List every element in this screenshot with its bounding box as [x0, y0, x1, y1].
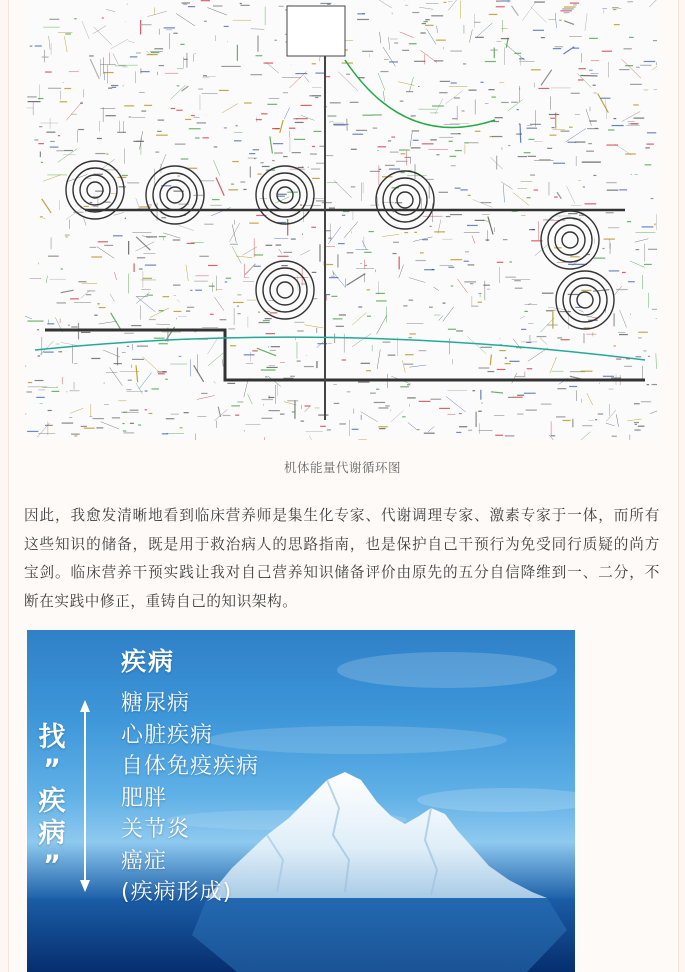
find-char: 病 [38, 818, 66, 849]
disease-item: 关节炎 [121, 817, 191, 842]
quote-mark: ” [43, 850, 61, 881]
find-char: 找 [38, 722, 66, 753]
find-char: 疾 [38, 786, 66, 817]
disease-item: 癌症 [121, 848, 168, 874]
disease-item: 心脏疾病 [121, 722, 214, 748]
iceberg-image [27, 630, 575, 972]
disease-heading: 疾病 [121, 647, 176, 676]
find-disease-label [35, 722, 69, 882]
disease-item: 糖尿病 [121, 691, 191, 716]
quote-mark: ” [43, 754, 61, 785]
disease-list [121, 688, 259, 909]
article-paragraph: 因此，我愈发清晰地看到临床营养师是集生化专家、代谢调理专家、激素专家于一体，而所有这些知识的储备，既是用于救治病人的思路指南，也是保护自己干预行为免受同行质疑的尚方宝剑。临床营养干预实践让我对自己营养知识储备评价由原先的五分自信降维到一、二分，不断在实践中修正，重铸自己的知识架构。 [24, 507, 660, 610]
disease-item: 肥胖 [121, 785, 168, 811]
disease-item: (疾病形成) [121, 880, 233, 905]
disease-item: 自体免疫疾病 [121, 754, 260, 779]
metabolic-pathway-map-image [25, 0, 657, 440]
figure-caption: 机体能量代谢循环图 [283, 460, 401, 475]
